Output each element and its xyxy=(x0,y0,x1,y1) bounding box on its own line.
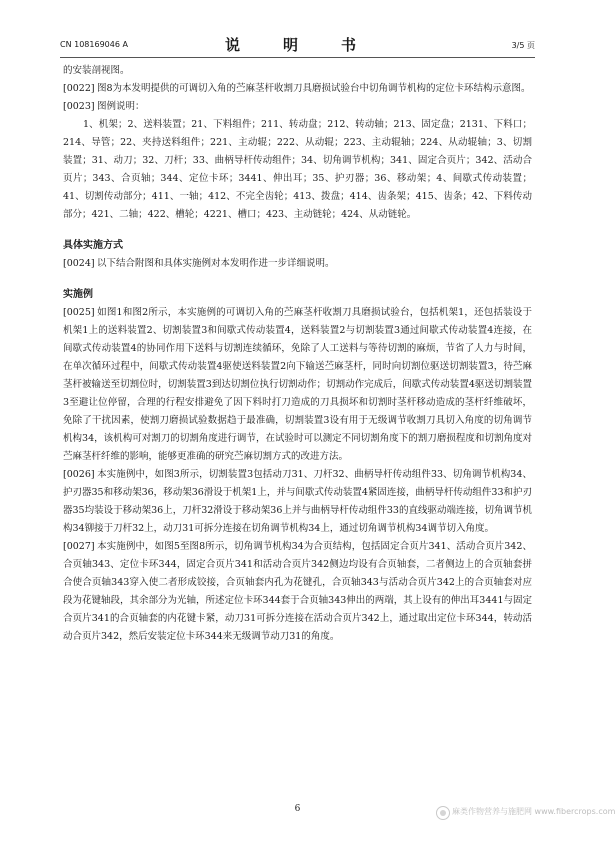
paragraph-0026 xyxy=(63,466,532,538)
section-heading-example: 实施例 xyxy=(63,289,93,300)
paragraph-0022 xyxy=(63,80,532,98)
section-heading-embodiments: 具体实施方式 xyxy=(63,240,123,251)
page-header xyxy=(60,34,535,56)
paragraph-0023 xyxy=(63,98,532,116)
continued-line: 的安装剖视图。 xyxy=(63,65,130,76)
paragraph-number: [0026] xyxy=(63,469,95,480)
paragraph-text: 本实施例中，如图3所示，切割装置3包括动刀31、刀杆32、曲柄导杆传动组件33、切角调节机构34、护刃器35和移动架36，移动架36滑设于机架1上，并与间歇式传动装置4紧固连接，曲柄导杆传动组件33和护刃器35均装设于移动架36上，刀杆32滑设于移动架36上并与曲柄导杆传动组件33的直线驱动端连接，切角调节机构34铆接于刀杆32上，动刀31可拆分连接在切角调节机构34上，通过切角调节机构34调节切入角度。 xyxy=(63,469,532,534)
paragraph-number: [0023] xyxy=(63,101,95,112)
watermark-logo-icon xyxy=(436,806,450,820)
paragraph-number: [0022] xyxy=(63,83,95,94)
header-rule xyxy=(60,57,535,58)
paragraph-text: 图8为本发明提供的可调切入角的苎麻茎杆收割刀具磨损试验台中切角调节机构的定位卡环结构示意图。 xyxy=(97,83,531,94)
paragraph-0024 xyxy=(63,255,532,273)
legend-list: 1、机架；2、送料装置；21、下料组件；211、转动盘；212、转动轴；213、固定盘；2131、下料口；214、导管；22、夹持送料组件；221、主动辊；222、从动辊；223、主动辊轴；224、从动辊轴；3、切割装置；31、动刀；32、刀杆；33、曲柄导杆传动组件；34、切角调节机构；341、固定合页片；342、活动合页片；343、合页轴；344、定位卡环；3441、伸出耳；35、护刃器；36、移动架；4、间歇式传动装置；41、切割传动部分；411、一轴；412、不完全齿轮；413、拨盘；414、齿条架；415、齿条；42、下料传动部分；421、二轴；422、槽轮；4221、槽口；423、主动链轮；424、从动链轮。 xyxy=(63,119,532,220)
paragraph-text: 图例说明： xyxy=(97,101,145,112)
paragraph-0027 xyxy=(63,538,532,646)
paragraph-text: 以下结合附图和具体实施例对本发明作进一步详细说明。 xyxy=(97,258,335,269)
paragraph-0025 xyxy=(63,304,532,466)
paragraph-number: [0027] xyxy=(63,541,95,552)
paragraph-number: [0024] xyxy=(63,258,95,269)
watermark-text: 麻类作物营养与施肥网 www.fibercrops.com xyxy=(452,807,615,816)
patent-number: CN 108169046 A xyxy=(60,40,128,49)
page-number: 6 xyxy=(294,804,301,814)
page-indicator: 3/5 页 xyxy=(511,41,535,50)
document-title: 说 明 书 xyxy=(224,36,370,54)
paragraph-text: 如图1和图2所示，本实施例的可调切入角的苎麻茎杆收割刀具磨损试验台，包括机架1，还包括装设于机架1上的送料装置2、切割装置3和间歇式传动装置4，送料装置2与切割装置3通过间歇式传动装置4连接，在间歇式传动装置4的协同作用下送料与切割连续循环，免除了人工送料与等待切割的麻烦，节省了人力与时间，在单次循环过程中，间歇式传动装置4驱使送料装置2向下输送苎麻茎杆，同时向切割位驱送切割装置3，待苎麻茎杆被输送至切割位时，切割装置3到达切割位执行切割动作；切割动作完成后，间歇式传动装置4驱送切割装置3至避让位停留，合理的行程安排避免了因下料时打刀造成的刀具损坏和切割时茎杆移动造成的茎杆纤维破坏，免除了干扰因素，使割刀磨损试验数据趋于最准确，切割装置3设有用于无级调节收割刀具切入角度的切角调节机构34，该机构可对割刀的切割角度进行调节，在试验时可以测定不同切割角度下的割刀磨损程度和切割角度对苎麻茎杆纤维的影响，能够更准确的研究苎麻切割方式的改进方法。 xyxy=(63,307,532,462)
paragraph-number: [0025] xyxy=(63,307,95,318)
document-body xyxy=(63,62,532,646)
paragraph-text: 本实施例中，如图5至图8所示，切角调节机构34为合页结构，包括固定合页片341、活动合页片342、合页轴343、定位卡环344，固定合页片341和活动合页片342侧边均设有合页轴套，二者侧边上的合页轴套拼合使合页轴343穿入使二者形成铰接，合页轴套内孔为花键孔，合页轴343与活动合页片342上的合页轴套对应段为花键轴段，其余部分为光轴，所述定位卡环344套于合页轴343伸出的两端，其上设有的伸出耳3441与固定合页片341的合页轴套的内花键卡紧，动刀31可拆分连接在活动合页片342上，通过取出定位卡环344，转动活动合页片342，然后安装定位卡环344来无级调节动刀31的角度。 xyxy=(63,541,532,642)
